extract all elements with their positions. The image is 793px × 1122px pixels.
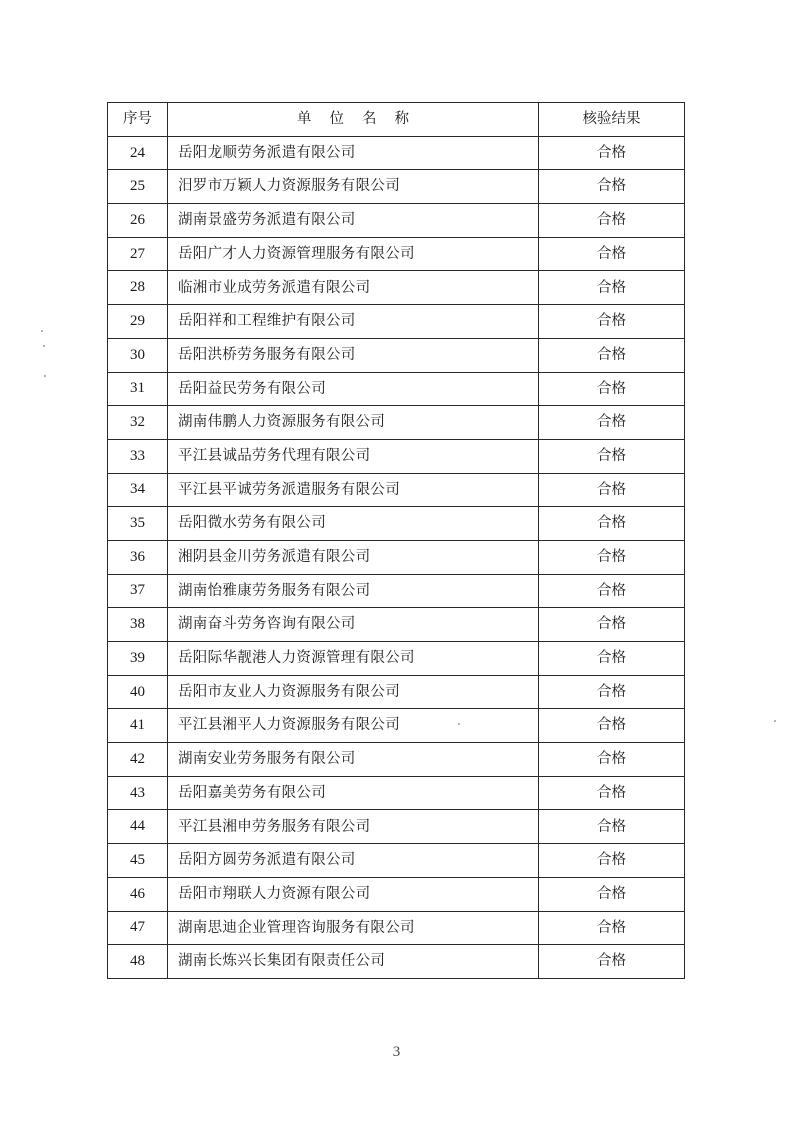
unit-name-cell: 岳阳微水劳务有限公司 — [168, 507, 539, 541]
serial-number-cell: 45 — [108, 844, 168, 878]
verification-result-cell: 合格 — [539, 507, 685, 541]
verification-result-cell: 合格 — [539, 338, 685, 372]
unit-name-cell: 湖南安业劳务服务有限公司 — [168, 743, 539, 777]
table-body — [108, 136, 685, 978]
unit-name-cell: 岳阳方圆劳务派遣有限公司 — [168, 844, 539, 878]
serial-number-cell: 43 — [108, 776, 168, 810]
header-verification-result: 核验结果 — [539, 103, 685, 137]
scan-speck — [44, 375, 46, 377]
table-row — [108, 372, 685, 406]
verification-result-cell: 合格 — [539, 911, 685, 945]
unit-name-cell: 平江县湘申劳务服务有限公司 — [168, 810, 539, 844]
unit-name-cell: 岳阳洪桥劳务服务有限公司 — [168, 338, 539, 372]
unit-name-cell: 岳阳祥和工程维护有限公司 — [168, 305, 539, 339]
serial-number-cell: 32 — [108, 406, 168, 440]
table-row — [108, 776, 685, 810]
table-row — [108, 136, 685, 170]
verification-result-cell: 合格 — [539, 709, 685, 743]
serial-number-cell: 41 — [108, 709, 168, 743]
verification-result-cell: 合格 — [539, 136, 685, 170]
verification-result-cell: 合格 — [539, 540, 685, 574]
serial-number-cell: 37 — [108, 574, 168, 608]
unit-name-cell: 湖南景盛劳务派遣有限公司 — [168, 204, 539, 238]
table-row — [108, 743, 685, 777]
serial-number-cell: 47 — [108, 911, 168, 945]
unit-name-cell: 湖南奋斗劳务咨询有限公司 — [168, 608, 539, 642]
serial-number-cell: 36 — [108, 540, 168, 574]
verification-result-cell: 合格 — [539, 642, 685, 676]
unit-name-cell: 湖南伟鹏人力资源服务有限公司 — [168, 406, 539, 440]
verification-result-cell: 合格 — [539, 271, 685, 305]
serial-number-cell: 27 — [108, 237, 168, 271]
table-row — [108, 439, 685, 473]
serial-number-cell: 25 — [108, 170, 168, 204]
verification-result-cell: 合格 — [539, 204, 685, 238]
table-row — [108, 473, 685, 507]
unit-name-cell: 平江县平诚劳务派遣服务有限公司 — [168, 473, 539, 507]
serial-number-cell: 29 — [108, 305, 168, 339]
table-row — [108, 406, 685, 440]
table-row — [108, 675, 685, 709]
serial-number-cell: 48 — [108, 945, 168, 979]
unit-name-cell: 湘阴县金川劳务派遣有限公司 — [168, 540, 539, 574]
serial-number-cell: 30 — [108, 338, 168, 372]
header-serial-number: 序号 — [108, 103, 168, 137]
unit-name-cell: 湖南怡雅康劳务服务有限公司 — [168, 574, 539, 608]
verification-result-cell: 合格 — [539, 305, 685, 339]
serial-number-cell: 34 — [108, 473, 168, 507]
serial-number-cell: 40 — [108, 675, 168, 709]
unit-name-cell: 岳阳嘉美劳务有限公司 — [168, 776, 539, 810]
verification-result-cell: 合格 — [539, 439, 685, 473]
verification-result-cell: 合格 — [539, 743, 685, 777]
verification-result-cell: 合格 — [539, 810, 685, 844]
verification-result-cell: 合格 — [539, 406, 685, 440]
serial-number-cell: 39 — [108, 642, 168, 676]
table-row — [108, 574, 685, 608]
serial-number-cell: 38 — [108, 608, 168, 642]
table-row — [108, 507, 685, 541]
serial-number-cell: 44 — [108, 810, 168, 844]
unit-name-cell: 岳阳益民劳务有限公司 — [168, 372, 539, 406]
table-row — [108, 877, 685, 911]
verification-result-cell: 合格 — [539, 170, 685, 204]
table-row — [108, 305, 685, 339]
table-row — [108, 540, 685, 574]
table-row — [108, 170, 685, 204]
unit-name-cell: 临湘市业成劳务派遣有限公司 — [168, 271, 539, 305]
unit-name-cell: 湖南长炼兴长集团有限责任公司 — [168, 945, 539, 979]
table-row — [108, 945, 685, 979]
serial-number-cell: 35 — [108, 507, 168, 541]
serial-number-cell: 24 — [108, 136, 168, 170]
verification-result-cell: 合格 — [539, 574, 685, 608]
table-row — [108, 204, 685, 238]
unit-name-cell: 岳阳际华靓港人力资源管理有限公司 — [168, 642, 539, 676]
unit-name-cell: 汨罗市万颖人力资源服务有限公司 — [168, 170, 539, 204]
verification-result-cell: 合格 — [539, 675, 685, 709]
unit-name-cell: 岳阳市翔联人力资源有限公司 — [168, 877, 539, 911]
table-header-row — [108, 103, 685, 137]
verification-result-cell: 合格 — [539, 877, 685, 911]
page-number: 3 — [392, 1044, 401, 1060]
serial-number-cell: 42 — [108, 743, 168, 777]
table-row — [108, 237, 685, 271]
table-row — [108, 810, 685, 844]
serial-number-cell: 33 — [108, 439, 168, 473]
table-row — [108, 271, 685, 305]
unit-name-cell: 岳阳龙顺劳务派遣有限公司 — [168, 136, 539, 170]
verification-result-cell: 合格 — [539, 776, 685, 810]
verification-result-cell: 合格 — [539, 945, 685, 979]
unit-name-cell: 平江县湘平人力资源服务有限公司 — [168, 709, 539, 743]
unit-name-cell: 平江县诚品劳务代理有限公司 — [168, 439, 539, 473]
table-row — [108, 338, 685, 372]
table-row — [108, 844, 685, 878]
serial-number-cell: 31 — [108, 372, 168, 406]
scan-speck — [43, 345, 45, 347]
verification-result-cell: 合格 — [539, 844, 685, 878]
unit-name-cell: 湖南思迪企业管理咨询服务有限公司 — [168, 911, 539, 945]
serial-number-cell: 26 — [108, 204, 168, 238]
verification-result-cell: 合格 — [539, 372, 685, 406]
scan-speck — [774, 720, 776, 722]
verification-result-cell: 合格 — [539, 237, 685, 271]
table-row — [108, 911, 685, 945]
unit-name-cell: 岳阳市友业人力资源服务有限公司 — [168, 675, 539, 709]
verification-result-cell: 合格 — [539, 608, 685, 642]
verification-results-table — [107, 102, 685, 979]
unit-name-cell: 岳阳广才人力资源管理服务有限公司 — [168, 237, 539, 271]
serial-number-cell: 46 — [108, 877, 168, 911]
table-row — [108, 608, 685, 642]
serial-number-cell: 28 — [108, 271, 168, 305]
header-unit-name: 单位名称 — [168, 103, 539, 137]
verification-result-cell: 合格 — [539, 473, 685, 507]
scan-speck — [41, 330, 43, 332]
table-row — [108, 642, 685, 676]
table-row — [108, 709, 685, 743]
